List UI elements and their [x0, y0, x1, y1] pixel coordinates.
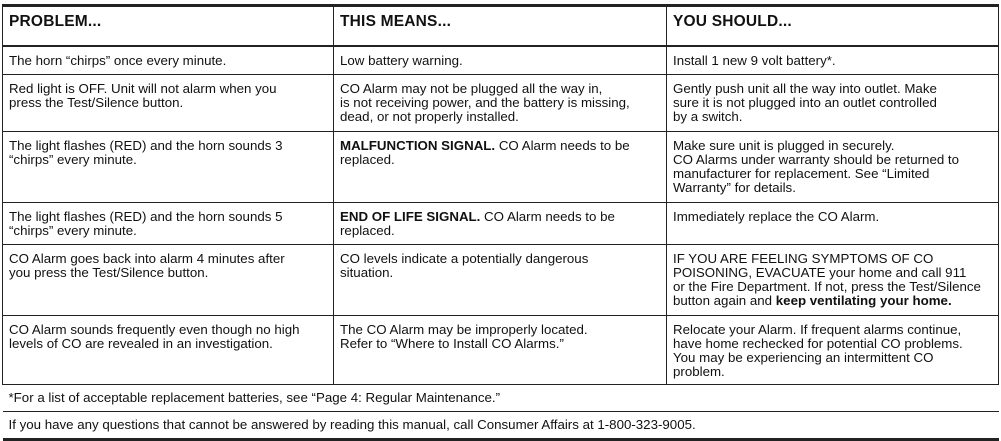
cell-text: CO Alarm needs to be — [480, 209, 615, 224]
should-cell — [667, 316, 999, 385]
table-row — [3, 203, 999, 245]
cell-line: manufacturer for replacement. See “Limited — [673, 166, 930, 181]
cell-line: The light flashes (RED) and the horn sounds 3 — [9, 138, 283, 153]
cell-line: levels of CO are revealed in an investigation. — [9, 336, 273, 351]
cell-line: CO Alarms under warranty should be returned to — [673, 152, 960, 167]
contact-row — [3, 412, 999, 440]
cell-line — [340, 139, 660, 153]
cell-line: Red light is OFF. Unit will not alarm when you — [9, 81, 277, 96]
cell-line: replaced. — [340, 152, 395, 167]
cell-line: The light flashes (RED) and the horn sounds 5 — [9, 209, 283, 224]
should-cell — [667, 245, 999, 316]
footnote-row — [3, 385, 999, 412]
problem-cell — [3, 203, 334, 245]
cell-line: The horn “chirps” once every minute. — [9, 53, 227, 68]
cell-line: POISONING, EVACUATE your home and call 911 — [673, 265, 967, 280]
cell-line: dead, or not properly installed. — [340, 109, 519, 124]
table-header-row — [3, 6, 999, 47]
header-problem: PROBLEM... — [3, 6, 334, 47]
should-cell — [667, 46, 999, 75]
cell-line: press the Test/Silence button. — [9, 95, 184, 110]
should-cell — [667, 75, 999, 132]
cell-line: Install 1 new 9 volt battery*. — [673, 53, 836, 68]
table-row — [3, 245, 999, 316]
cell-text: button again and — [673, 293, 776, 308]
cell-line: situation. — [340, 265, 394, 280]
footnote-text: *For a list of acceptable replacement batteries, see “Page 4: Regular Maintenance.” — [3, 385, 999, 412]
cell-line: Low battery warning. — [340, 53, 463, 68]
table-row — [3, 75, 999, 132]
signal-label: MALFUNCTION SIGNAL. — [340, 138, 496, 153]
cell-line: or the Fire Department. If not, press the Test/Silence — [673, 279, 981, 294]
cell-line: The CO Alarm may be improperly located. — [340, 322, 588, 337]
cell-line: have home rechecked for potential CO problems. — [673, 336, 963, 351]
cell-line: You may be experiencing an intermittent CO — [673, 350, 934, 365]
cell-line: Warranty” for details. — [673, 180, 796, 195]
cell-line: by a switch. — [673, 109, 743, 124]
emphasis-text: keep ventilating your home. — [775, 293, 952, 308]
problem-cell — [3, 132, 334, 203]
table-row — [3, 132, 999, 203]
means-cell — [334, 203, 667, 245]
contact-text: If you have any questions that cannot be answered by reading this manual, call Consumer Affairs at 1-800-323-9005. — [3, 412, 999, 440]
cell-line: CO Alarm sounds frequently even though no high — [9, 322, 300, 337]
cell-line: “chirps” every minute. — [9, 152, 137, 167]
cell-line: Gently push unit all the way into outlet. Make — [673, 81, 937, 96]
troubleshooting-table — [2, 4, 999, 441]
means-cell — [334, 316, 667, 385]
cell-line: CO Alarm goes back into alarm 4 minutes after — [9, 251, 285, 266]
cell-line: you press the Test/Silence button. — [9, 265, 209, 280]
table-row — [3, 316, 999, 385]
means-cell — [334, 75, 667, 132]
cell-line — [673, 294, 992, 308]
problem-cell — [3, 245, 334, 316]
means-cell — [334, 132, 667, 203]
table-row — [3, 46, 999, 75]
means-cell — [334, 46, 667, 75]
cell-line — [340, 210, 660, 224]
problem-cell — [3, 75, 334, 132]
cell-line: Make sure unit is plugged in securely. — [673, 138, 895, 153]
cell-line: Relocate your Alarm. If frequent alarms continue, — [673, 322, 962, 337]
cell-line: CO Alarm may not be plugged all the way in, — [340, 81, 603, 96]
cell-line: problem. — [673, 364, 725, 379]
cell-line: “chirps” every minute. — [9, 223, 137, 238]
signal-label: END OF LIFE SIGNAL. — [340, 209, 481, 224]
means-cell — [334, 245, 667, 316]
cell-line: is not receiving power, and the battery is missing, — [340, 95, 630, 110]
cell-line: IF YOU ARE FEELING SYMPTOMS OF CO — [673, 251, 934, 266]
problem-cell — [3, 316, 334, 385]
should-cell — [667, 132, 999, 203]
cell-line: sure it is not plugged into an outlet controlled — [673, 95, 937, 110]
header-this-means: THIS MEANS... — [334, 6, 667, 47]
cell-line: Refer to “Where to Install CO Alarms.” — [340, 336, 564, 351]
cell-line: replaced. — [340, 223, 395, 238]
problem-cell — [3, 46, 334, 75]
cell-text: CO Alarm needs to be — [495, 138, 630, 153]
header-you-should: YOU SHOULD... — [667, 6, 999, 47]
cell-line: Immediately replace the CO Alarm. — [673, 209, 880, 224]
cell-line: CO levels indicate a potentially dangerous — [340, 251, 589, 266]
should-cell — [667, 203, 999, 245]
